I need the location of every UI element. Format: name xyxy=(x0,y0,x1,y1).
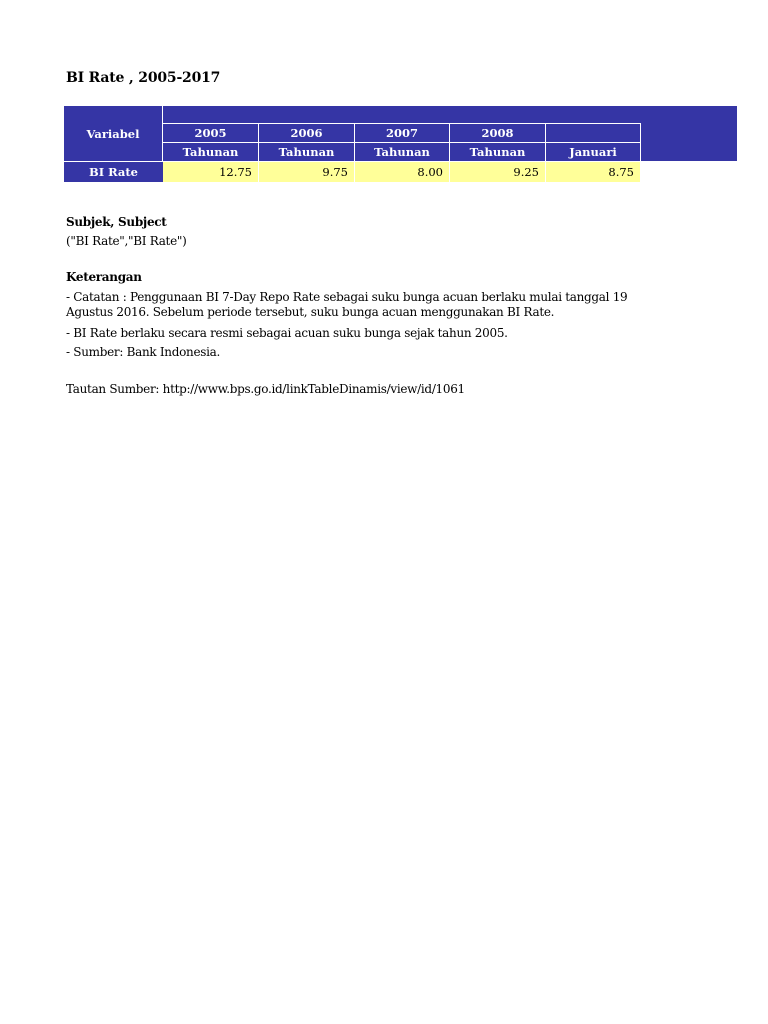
variable-header: Variabel xyxy=(64,106,163,161)
column-period-header: Tahunan xyxy=(163,142,259,161)
column-year-header: 2007 xyxy=(355,123,450,142)
column-year-header xyxy=(546,123,641,142)
table-cell: 9.75 xyxy=(259,161,355,182)
subject-heading: Subjek, Subject xyxy=(66,215,167,229)
column-period-header: Januari xyxy=(546,142,641,161)
notes-heading: Keterangan xyxy=(66,270,142,284)
table-cell: 9.25 xyxy=(450,161,546,182)
page-title: BI Rate , 2005-2017 xyxy=(66,70,221,86)
note-item: - Sumber: Bank Indonesia. xyxy=(66,345,221,359)
column-year-header: 2005 xyxy=(163,123,259,142)
table-cell: 12.75 xyxy=(163,161,259,182)
table-cell: 8.00 xyxy=(355,161,450,182)
source-link[interactable]: Tautan Sumber: http://www.bps.go.id/linkTableDinamis/view/id/1061 xyxy=(66,382,465,396)
column-period-header: Tahunan xyxy=(259,142,355,161)
column-period-header: Tahunan xyxy=(450,142,546,161)
note-item: - Catatan : Penggunaan BI 7-Day Repo Rate sebagai suku bunga acuan berlaku mulai tanggal 19 Agustus 2016. Sebelum periode tersebut, suku bunga acuan menggunakan BI Rate. xyxy=(66,290,628,319)
note-item: - BI Rate berlaku secara resmi sebagai acuan suku bunga sejak tahun 2005. xyxy=(66,326,508,340)
column-year-header: 2006 xyxy=(259,123,355,142)
subject-value: ("BI Rate","BI Rate") xyxy=(66,234,187,248)
column-period-header: Tahunan xyxy=(355,142,450,161)
row-label-bi-rate: BI Rate xyxy=(64,161,163,182)
table-cell: 8.75 xyxy=(546,161,641,182)
column-year-header: 2008 xyxy=(450,123,546,142)
